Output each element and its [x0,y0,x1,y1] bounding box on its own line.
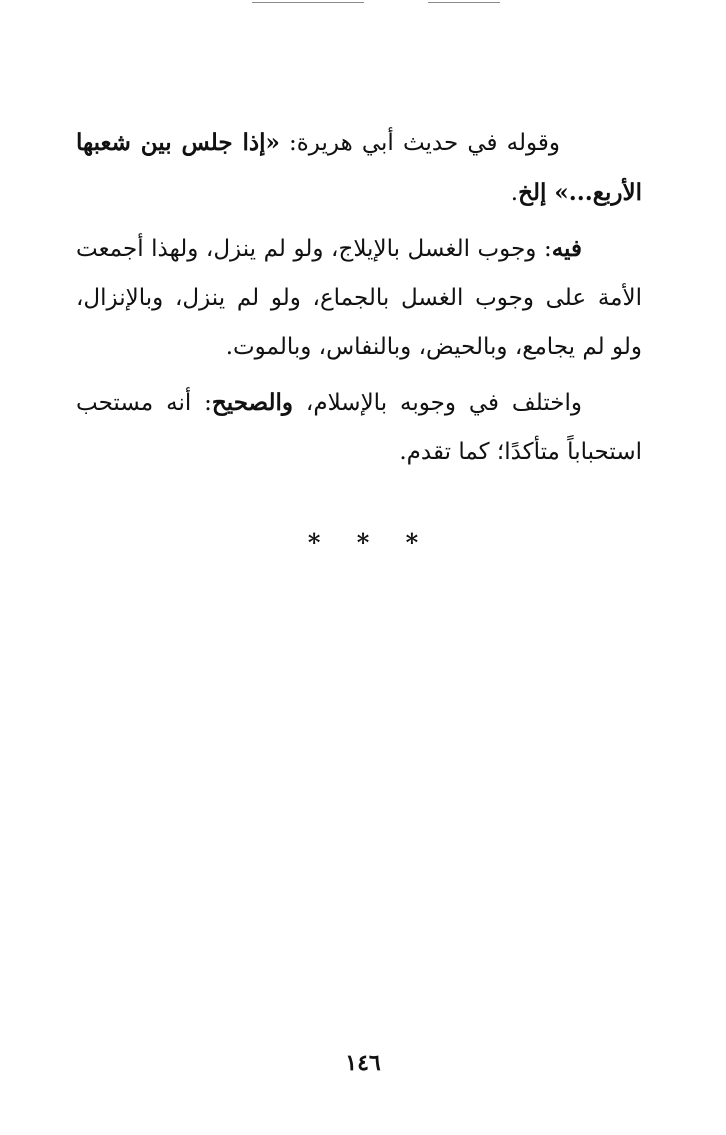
paragraph-hadith [76,118,642,218]
top-rule-right [428,2,500,3]
paragraph-ruling [76,224,642,372]
paragraph-text: وقوله في حديث أبي هريرة: [279,130,560,156]
paragraph-text: واختلف في وجوبه بالإسلام، [293,390,582,416]
section-separator: * * * [307,528,433,557]
top-rule-left [252,2,364,3]
paragraph-text: : أنه مستحب استحباباً متأكدًا؛ كما تقدم. [76,390,642,465]
bold-term: فيه [551,235,582,262]
hadith-quote: «إذا جلس بين شعبها الأربع...» إلخ [76,129,642,206]
page-number: ١٤٦ [345,1050,381,1076]
paragraph-text: : وجوب الغسل بالإيلاج، ولو لم ينزل، ولهذا أجمعت الأمة على وجوب الغسل بالجماع، ولو لم ينزل، وبالإنزال، ولو لم يجامع، وبالحيض، وبالنفاس، وبالموت. [76,236,642,360]
bold-term: والصحيح [211,389,293,416]
paragraph-disagreement [76,378,642,477]
paragraph-text: . [510,180,519,206]
page-body [76,118,642,483]
